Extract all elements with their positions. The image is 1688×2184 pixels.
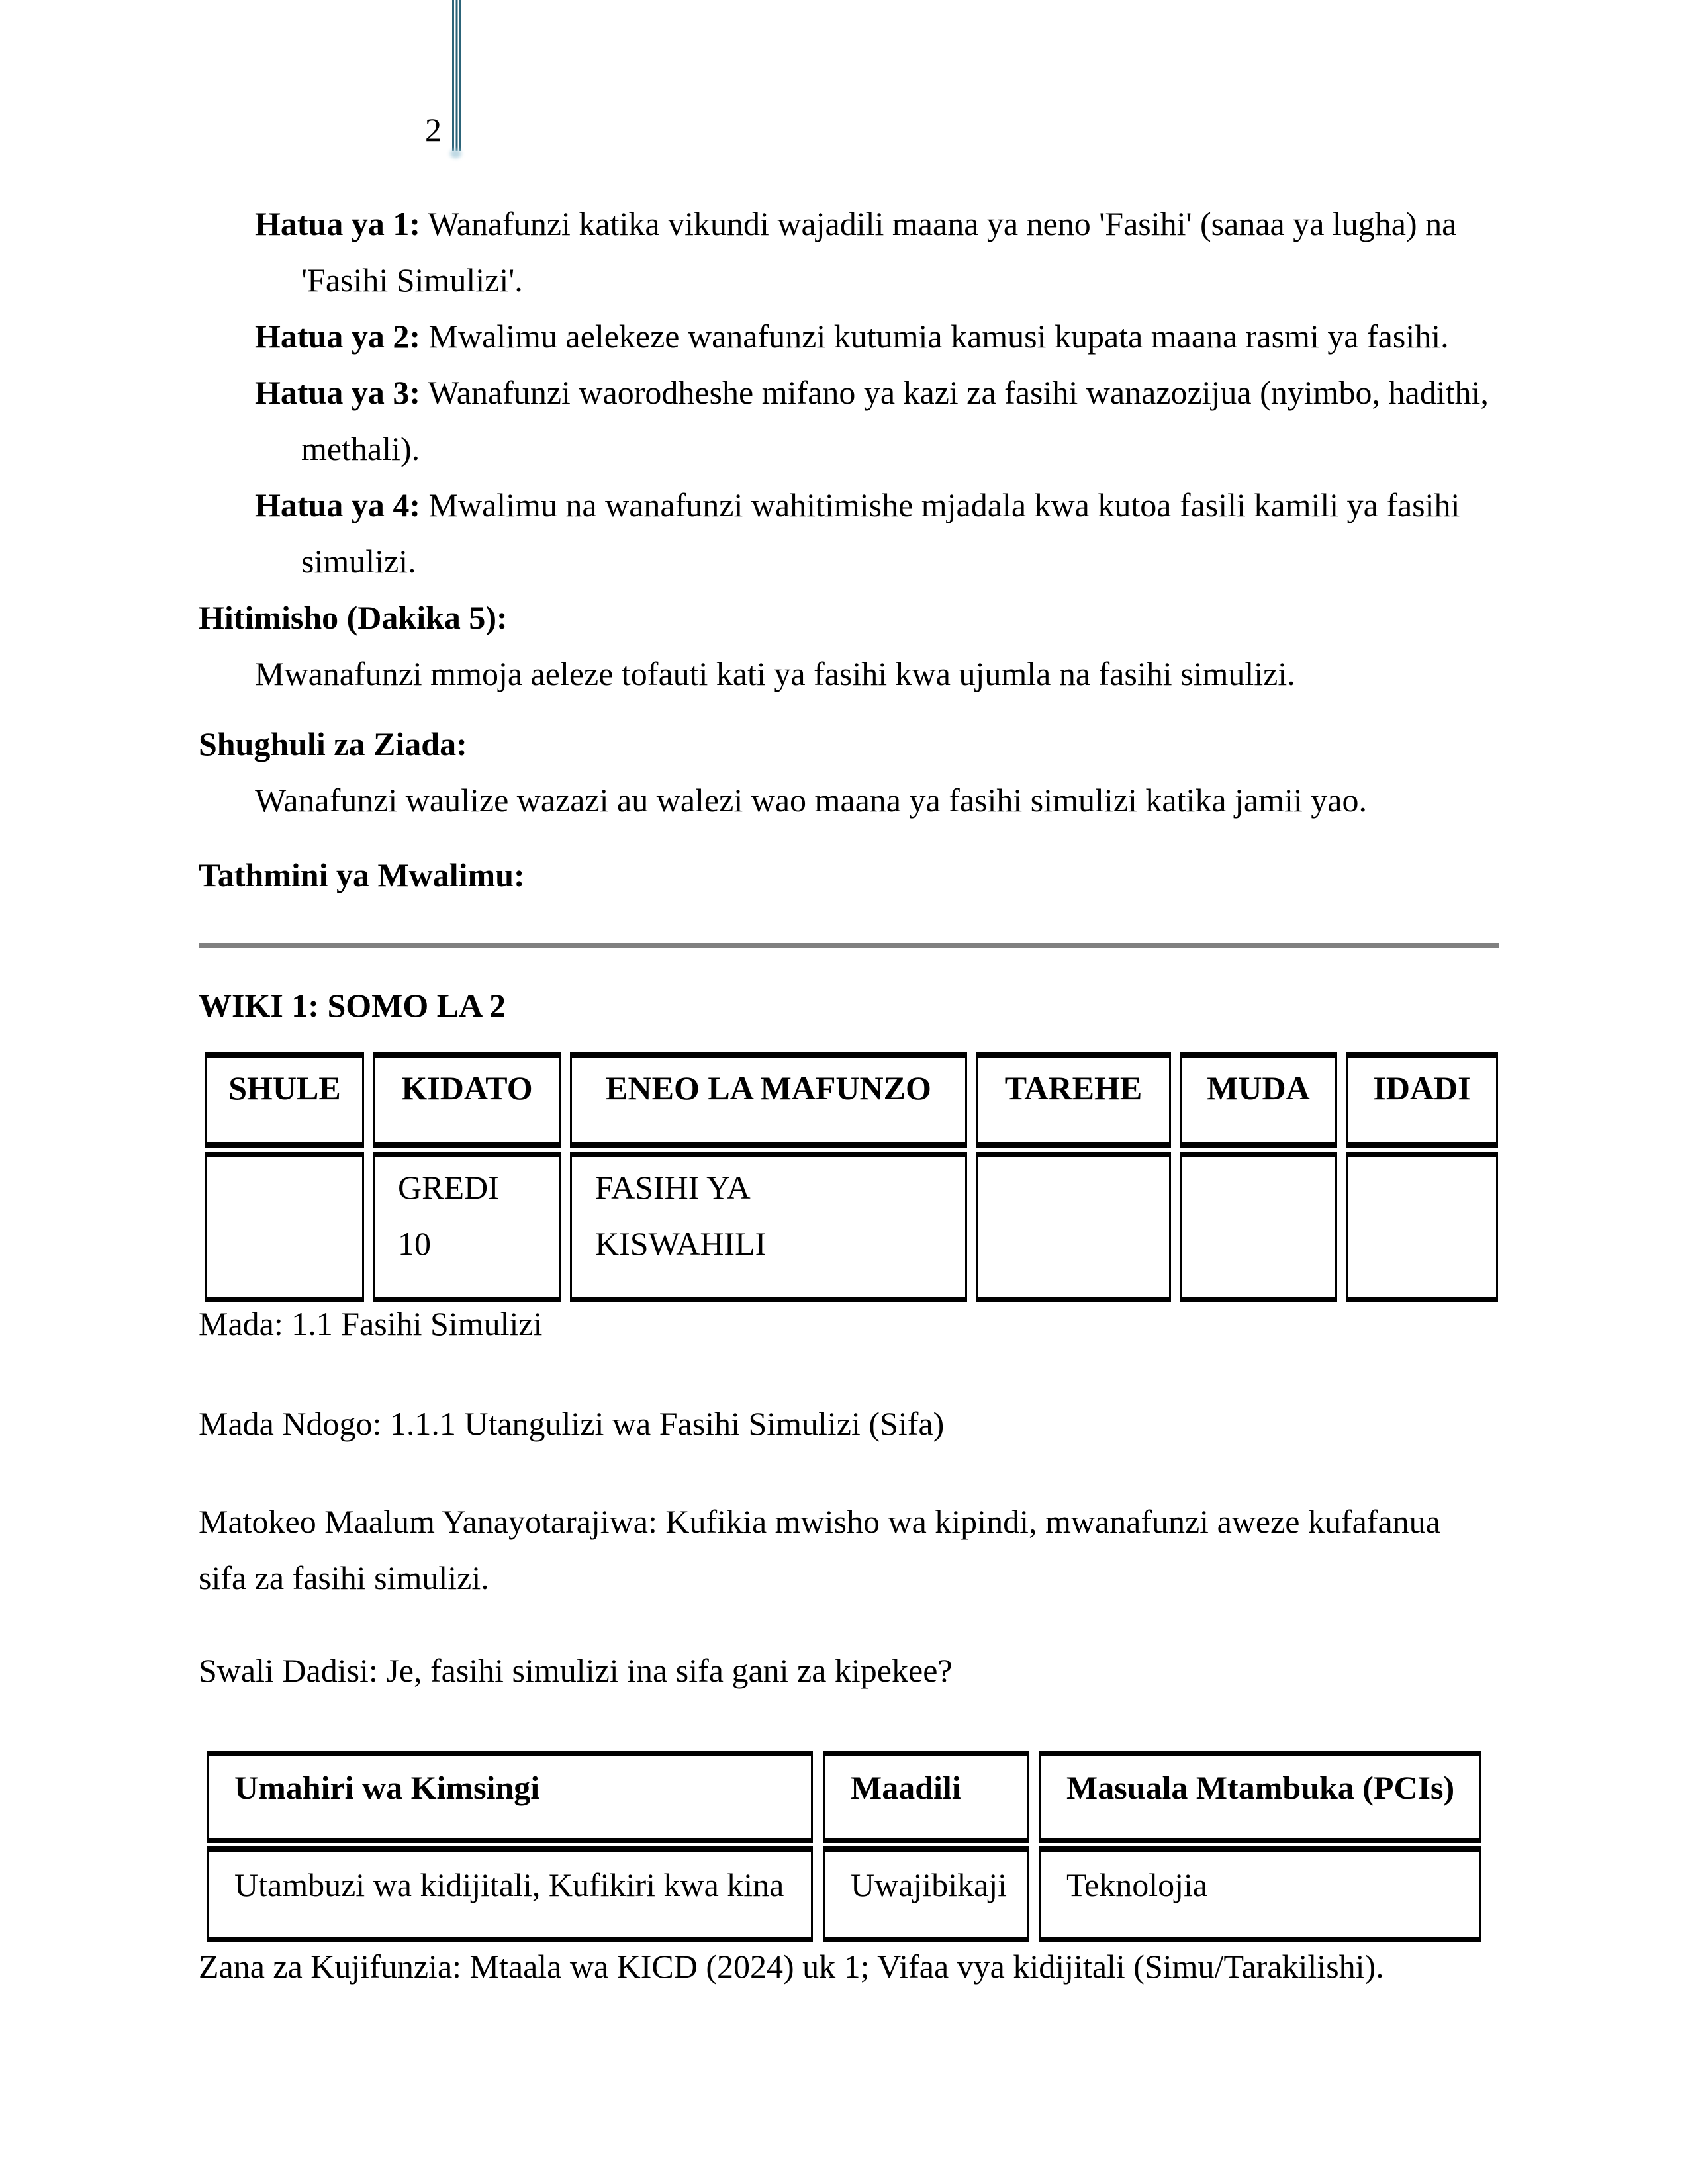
info-table-data-cell — [373, 1152, 561, 1302]
competency-data-cell: Utambuzi wa kidijitali, Kufikiri kwa kina — [207, 1846, 813, 1942]
info-table-data-cell — [976, 1152, 1171, 1302]
info-table-header-cell: ENEO LA MAFUNZO — [570, 1052, 967, 1148]
section-heading-hitimisho: Hitimisho (Dakika 5): — [199, 599, 508, 636]
cell-line: FASIHI YA — [595, 1169, 751, 1206]
step-continuation: methali). — [301, 430, 420, 467]
paragraph-hitimisho: Mwanafunzi mmoja aeleze tofauti kati ya fasihi kwa ujumla na fasihi simulizi. — [255, 655, 1295, 692]
step-text: Mwalimu na wanafunzi wahitimishe mjadala kwa kutoa fasili kamili ya fasihi — [420, 486, 1460, 523]
competency-data-cell: Uwajibikaji — [823, 1846, 1029, 1942]
step-paragraph — [199, 196, 1499, 252]
competency-data-cell: Teknolojia — [1039, 1846, 1481, 1942]
cell-line: GREDI — [398, 1169, 499, 1206]
cell-line: KISWAHILI — [595, 1225, 767, 1262]
info-table-header-cell: SHULE — [205, 1052, 364, 1148]
step-text: Mwalimu aelekeze wanafunzi kutumia kamusi kupata maana rasmi ya fasihi. — [420, 318, 1449, 355]
cell-line: 10 — [398, 1225, 431, 1262]
section-heading-shughuli: Shughuli za Ziada: — [199, 725, 467, 762]
week-heading: WIKI 1: SOMO LA 2 — [199, 987, 506, 1024]
step-continuation: 'Fasihi Simulizi'. — [301, 261, 523, 298]
resources-line: Zana za Kujifunzia: Mtaala wa KICD (2024) uk 1; Vifaa vya kidijitali (Simu/Tarakilishi). — [199, 1948, 1384, 1985]
ink-smudge — [450, 149, 461, 158]
competency-table — [207, 1751, 1499, 1942]
step-continuation: simulizi. — [301, 543, 416, 580]
info-table-data-cell — [205, 1152, 364, 1302]
page-number: 2 — [425, 111, 442, 148]
detail-mada: Mada: 1.1 Fasihi Simulizi — [199, 1305, 543, 1342]
detail-matokeo-line2: sifa za fasihi simulizi. — [199, 1559, 489, 1596]
step-paragraph — [199, 365, 1499, 421]
detail-swali: Swali Dadisi: Je, fasihi simulizi ina sifa gani za kipekee? — [199, 1652, 953, 1689]
competency-header-cell: Maadili — [823, 1751, 1029, 1843]
competency-header-cell: Masuala Mtambuka (PCIs) — [1039, 1751, 1481, 1843]
info-table — [205, 1052, 1499, 1302]
document-body — [199, 196, 1499, 1995]
step-text: Wanafunzi waorodheshe mifano ya kazi za fasihi wanazozijua (nyimbo, hadithi, — [420, 374, 1489, 411]
competency-header-cell: Umahiri wa Kimsingi — [207, 1751, 813, 1843]
info-table-header-cell: KIDATO — [373, 1052, 561, 1148]
info-table-header-cell: TAREHE — [976, 1052, 1171, 1148]
section-heading-tathmini: Tathmini ya Mwalimu: — [199, 856, 525, 893]
step-paragraph — [199, 477, 1499, 533]
detail-matokeo-line1: Matokeo Maalum Yanayotarajiwa: Kufikia mwisho wa kipindi, mwanafunzi aweze kufafanua — [199, 1503, 1440, 1540]
section-divider — [199, 943, 1499, 948]
paragraph-shughuli: Wanafunzi waulize wazazi au walezi wao maana ya fasihi simulizi katika jamii yao. — [255, 782, 1367, 819]
step-label: Hatua ya 4: — [255, 486, 420, 523]
step-label: Hatua ya 1: — [255, 205, 420, 242]
info-table-header-cell: IDADI — [1346, 1052, 1498, 1148]
step-paragraph — [199, 308, 1499, 365]
info-table-data-cell — [1180, 1152, 1337, 1302]
step-text: Wanafunzi katika vikundi wajadili maana ya neno 'Fasihi' (sanaa ya lugha) na — [420, 205, 1457, 242]
step-label: Hatua ya 3: — [255, 374, 420, 411]
info-table-header-cell: MUDA — [1180, 1052, 1337, 1148]
info-table-data-cell — [1346, 1152, 1498, 1302]
step-label: Hatua ya 2: — [255, 318, 420, 355]
margin-accent-line — [452, 0, 461, 151]
info-table-data-cell — [570, 1152, 967, 1302]
detail-mada-ndogo: Mada Ndogo: 1.1.1 Utangulizi wa Fasihi Simulizi (Sifa) — [199, 1405, 945, 1442]
